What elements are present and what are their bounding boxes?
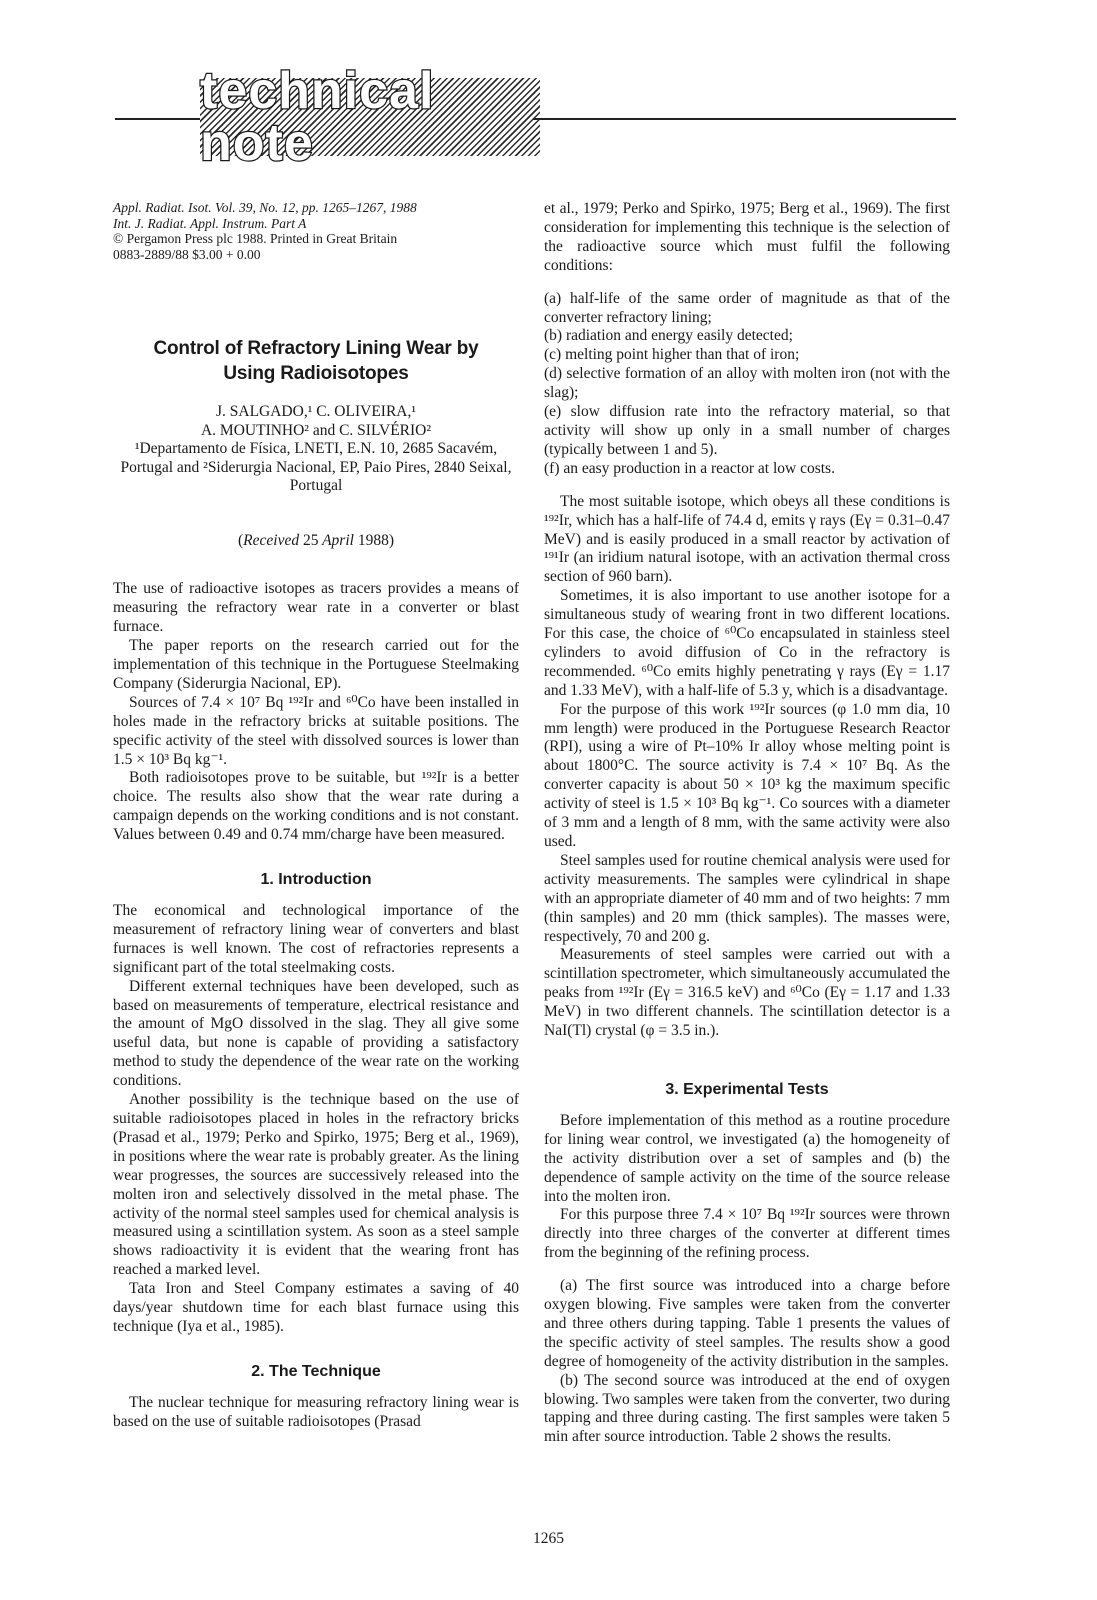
received-date: (Received 25 April 1988)	[237, 531, 394, 549]
received-month: April	[322, 531, 354, 549]
received-year: 1988	[357, 531, 389, 549]
body-paragraph: The nuclear technique for measuring refractory lining wear is based on the use of suitable radioisotopes (Prasad	[113, 1393, 519, 1430]
authors-line-1: J. SALGADO,¹ C. OLIVEIRA,¹	[215, 403, 417, 420]
section-heading-introduction: 1. Introduction	[260, 871, 372, 889]
body-paragraph: Before implementation of this method as a routine procedure for lining wear control, we investigated (a) the homogeneity of the activity distribution over a set of samples and (b) the dependence of sample activity on the time of the source release into the molten iron.	[544, 1111, 950, 1205]
condition-item: (e) slow diffusion rate into the refractory material, so that activity will show up only in a small number of charges (typically between 1 and 5).	[544, 403, 950, 458]
journal-citation	[113, 200, 519, 262]
citation-line-1: Appl. Radiat. Isot. Vol. 39, No. 12, pp. 1265–1267, 1988	[113, 200, 417, 215]
condition-item: (d) selective formation of an alloy with molten iron (not with the slag);	[544, 365, 950, 402]
body-paragraph: For this purpose three 7.4 × 10⁷ Bq ¹⁹²Ir sources were thrown directly into three charges of the converter at different times from the beginning of the refining process.	[544, 1206, 950, 1262]
body-paragraph: Steel samples used for routine chemical analysis were used for activity measurements. The samples were cylindrical in shape with an appropriate diameter of 40 mm and of two heights: 7 mm (thin samples) and 20 mm (thick samples). The masses were, respectively, 70 and 200 g.	[544, 851, 950, 945]
body-paragraph: The economical and technological importance of the measurement of refractory lining wear of converters and blast furnaces is well known. The cost of refractories represents a significant part of the total steelmaking costs.	[113, 902, 519, 976]
received-label: Received	[243, 531, 300, 549]
abstract-paragraph: The use of radioactive isotopes as tracers provides a means of measuring the refractory wear rate in a converter or blast furnace.	[113, 580, 519, 636]
banner-text: technical note	[200, 62, 435, 172]
body-paragraph: Measurements of steel samples were carried out with a scintillation spectrometer, which simultaneously accumulated the peaks from ¹⁹²Ir (Eγ = 316.5 keV) and ⁶⁰Co (Eγ = 1.17 and 1.33 MeV) in two different channels. The scintillation detector is a NaI(Tl) crystal (φ = 3.5 in.).	[544, 946, 950, 1040]
citation-line-4: 0883-2889/88 $3.00 + 0.00	[113, 246, 261, 262]
body-paragraph: Sometimes, it is also important to use another isotope for a simultaneous study of wearing front in two different locations. For this case, the choice of ⁶⁰Co encapsulated in stainless steel cylinders to avoid diffusion of Co in the refractory is recommended. ⁶⁰Co emits highly penetrating γ rays (Eγ = 1.17 and 1.33 MeV), with a half-life of 5.3 y, which is a disadvantage.	[544, 587, 950, 699]
received-day: 25	[302, 531, 319, 549]
abstract-paragraph: Sources of 7.4 × 10⁷ Bq ¹⁹²Ir and ⁶⁰Co have been installed in holes made in the refractory bricks at suitable positions. The specific activity of the steel with dissolved sources is lower than 1.5 × 10³ Bq kg⁻¹.	[113, 693, 519, 768]
abstract	[113, 580, 519, 845]
body-paragraph: (b) The second source was introduced at the end of oxygen blowing. Two samples were taken from the converter, two during tapping and three during casting. The first samples were taken 5 min after source introduction. Table 2 shows the results.	[544, 1371, 950, 1446]
affiliation: ¹Departamento de Física, LNETI, E.N. 10, 2685 Sacavém, Portugal and ²Siderurgia Nacional, EP, Paio Pires, 2840 Seixal, Portugal	[120, 440, 512, 494]
body-paragraph: (a) The first source was introduced into a charge before oxygen blowing. Five samples were taken from the converter and three others during tapping. Table 1 presents the values of the specific activity of steel samples. The results show a good degree of homogeneity of the activity distribution in the samples.	[544, 1277, 950, 1370]
condition-item: (a) half-life of the same order of magnitude as that of the converter refractory lining;	[544, 289, 950, 326]
condition-item: (c) melting point higher than that of iron;	[544, 346, 800, 364]
body-paragraph: Tata Iron and Steel Company estimates a saving of 40 days/year shutdown time for each blast furnace using this technique (Iya et al., 1985).	[113, 1280, 519, 1335]
conditions-list	[544, 290, 950, 479]
body-paragraph: For the purpose of this work ¹⁹²Ir sources (φ 1.0 mm dia, 10 mm length) were produced in the Portuguese Research Reactor (RPI), using a wire of Pt–10% Ir alloy whose melting point is about 1800°C. The source activity is 7.4 × 10⁷ Bq. As the converter capacity is about 50 × 10³ kg the maximum specific activity of steel is 1.5 × 10³ Bq kg⁻¹. Co sources with a diameter of 3 mm and a length of 8 mm, with the same activity were also used.	[544, 700, 950, 850]
authors	[113, 403, 519, 440]
section-heading-experimental-tests: 3. Experimental Tests	[665, 1080, 829, 1098]
abstract-paragraph: The paper reports on the research carried out for the implementation of this technique in the Portuguese Steelmaking Company (Siderurgia Nacional, EP).	[113, 637, 519, 692]
section-heading-technique: 2. The Technique	[251, 1362, 381, 1380]
abstract-paragraph: Both radioisotopes prove to be suitable, but ¹⁹²Ir is a better choice. The results also show that the wear rate during a campaign depends on the working conditions and is not constant. Values between 0.49 and 0.74 mm/charge have been measured.	[113, 769, 519, 844]
article-title: Control of Refractory Lining Wear by Using Radioisotopes	[153, 338, 479, 384]
right-column	[544, 200, 950, 1447]
citation-line-2: Int. J. Radiat. Appl. Instrum. Part A	[113, 215, 307, 231]
condition-item: (b) radiation and energy easily detected;	[544, 327, 793, 345]
left-column	[113, 200, 519, 1432]
authors-line-2: A. MOUTINHO² and C. SILVÉRIO²	[200, 421, 432, 439]
body-paragraph: et al., 1979; Perko and Spirko, 1975; Berg et al., 1969). The first consideration for implementing this technique is the selection of the radioactive source which must fulfil the following conditions:	[544, 200, 950, 274]
condition-item: (f) an easy production in a reactor at low costs.	[544, 459, 835, 477]
page-number: 1265	[533, 1530, 564, 1547]
body-paragraph: The most suitable isotope, which obeys all these conditions is ¹⁹²Ir, which has a half-life of 74.4 d, emits γ rays (Eγ = 0.31–0.47 MeV) and is easily produced in a small reactor by activation of ¹⁹¹Ir (an iridium natural isotope, with an activation thermal cross section of 960 barn).	[544, 492, 950, 586]
body-paragraph: Another possibility is the technique based on the use of suitable radioisotopes placed in holes in the refractory bricks (Prasad et al., 1979; Perko and Spirko, 1975; Berg et al., 1969), in positions where the wear rate is probably greater. As the lining wear progresses, the sources are successively released into the molten iron and selectively dissolved in the metal phase. The activity of the normal steel samples used for chemical analysis is measured using a scintillation system. As soon as a steel sample shows radioactivity it is evident that the wearing front has reached a marked level.	[113, 1091, 519, 1279]
technical-note-banner	[200, 62, 540, 172]
citation-line-3: © Pergamon Press plc 1988. Printed in Great Britain	[113, 231, 398, 246]
body-paragraph: Different external techniques have been developed, such as based on measurements of temperature, electrical resistance and the amount of MgO dissolved in the slag. They all give some useful data, but none is capable of providing a satisfactory method to study the dependence of the wear rate on the working conditions.	[113, 977, 519, 1090]
banner-rule-right	[533, 118, 956, 120]
